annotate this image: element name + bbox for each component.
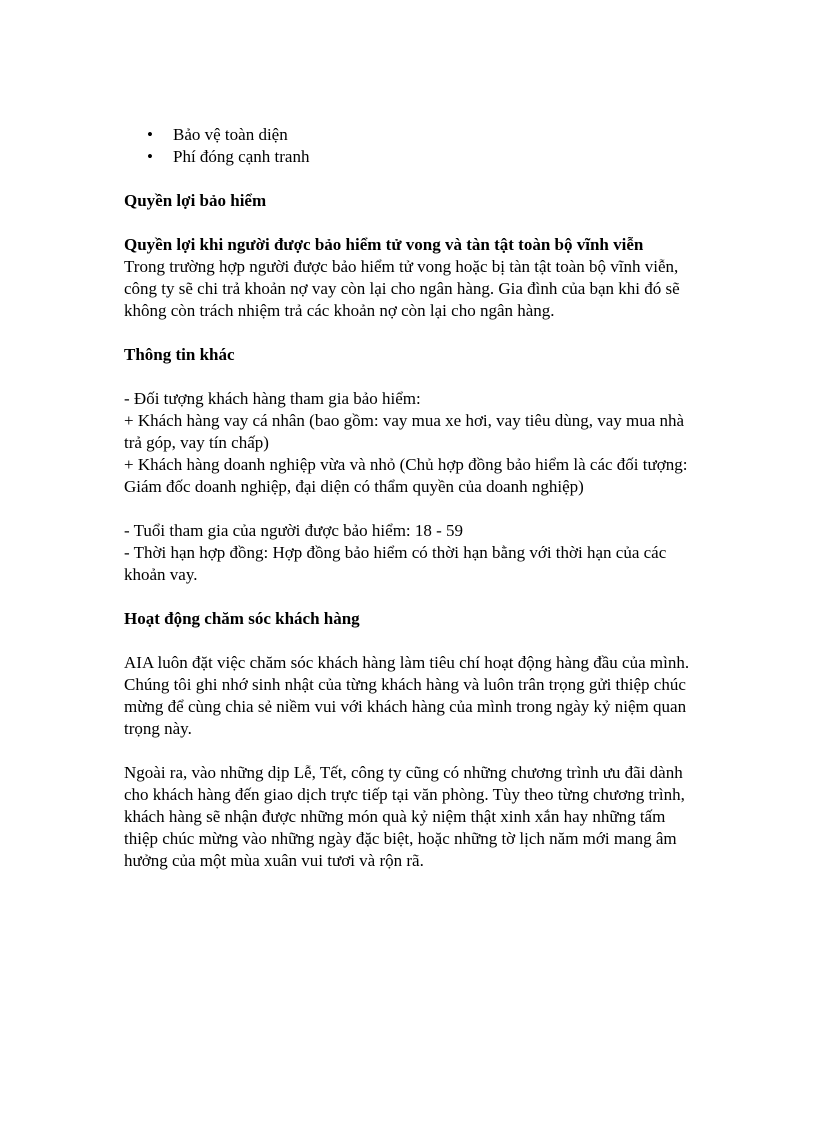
info-line-eligible-customers: - Đối tượng khách hàng tham gia bảo hiểm:: [124, 389, 421, 408]
info-line-individual-borrowers: + Khách hàng vay cá nhân (bao gồm: vay mua xe hơi, vay tiêu dùng, vay mua nhà trả góp, vay tín chấp): [124, 411, 685, 452]
customer-care-paragraph-1: AIA luôn đặt việc chăm sóc khách hàng làm tiêu chí hoạt động hàng đầu của mình. Chúng tôi ghi nhớ sinh nhật của từng khách hàng và luôn trân trọng gửi thiệp chúc mừng để cùng chia sẻ niềm vui với khách hàng của mình trong ngày kỷ niệm quan trọng này.: [124, 653, 690, 738]
feature-list: [124, 124, 694, 168]
section-title-other-info: Thông tin khác: [124, 345, 235, 364]
section-title-customer-care: Hoạt động chăm sóc khách hàng: [124, 609, 360, 628]
bullet-icon: •: [147, 125, 153, 144]
list-item-text: Bảo vệ toàn diện: [173, 125, 288, 144]
document-page: [124, 124, 694, 872]
info-line-age: - Tuổi tham gia của người được bảo hiểm: 18 - 59: [124, 521, 464, 540]
customer-care-paragraph-2: Ngoài ra, vào những dịp Lễ, Tết, công ty cũng có những chương trình ưu đãi dành cho khách hàng đến giao dịch trực tiếp tại văn phòng. Tùy theo từng chương trình, khách hàng sẽ nhận được những món quà kỷ niệm thật xinh xắn hay những tấm thiệp chúc mừng vào những ngày đặc biệt, hoặc những tờ lịch năm mới mang âm hưởng của một mùa xuân vui tươi và rộn rã.: [124, 763, 685, 870]
section-subtitle-death-disability: Quyền lợi khi người được bảo hiểm tử vong và tàn tật toàn bộ vĩnh viễn: [124, 235, 644, 254]
info-line-business-borrowers: + Khách hàng doanh nghiệp vừa và nhỏ (Chủ hợp đồng bảo hiểm là các đối tượng: Giám đốc doanh nghiệp, đại diện có thẩm quyền của doanh nghiệp): [124, 455, 688, 496]
list-item: [124, 124, 694, 146]
info-line-contract-term: - Thời hạn hợp đồng: Hợp đồng bảo hiểm có thời hạn bằng với thời hạn của các khoản vay.: [124, 543, 667, 584]
list-item-text: Phí đóng cạnh tranh: [173, 147, 310, 166]
bullet-icon: •: [147, 147, 153, 166]
benefits-paragraph: Trong trường hợp người được bảo hiểm tử vong hoặc bị tàn tật toàn bộ vĩnh viễn, công ty sẽ chi trả khoản nợ vay còn lại cho ngân hàng. Gia đình của bạn khi đó sẽ không còn trách nhiệm trả các khoản nợ còn lại cho ngân hàng.: [124, 257, 680, 320]
section-title-benefits: Quyền lợi bảo hiểm: [124, 191, 267, 210]
list-item: [124, 146, 694, 168]
